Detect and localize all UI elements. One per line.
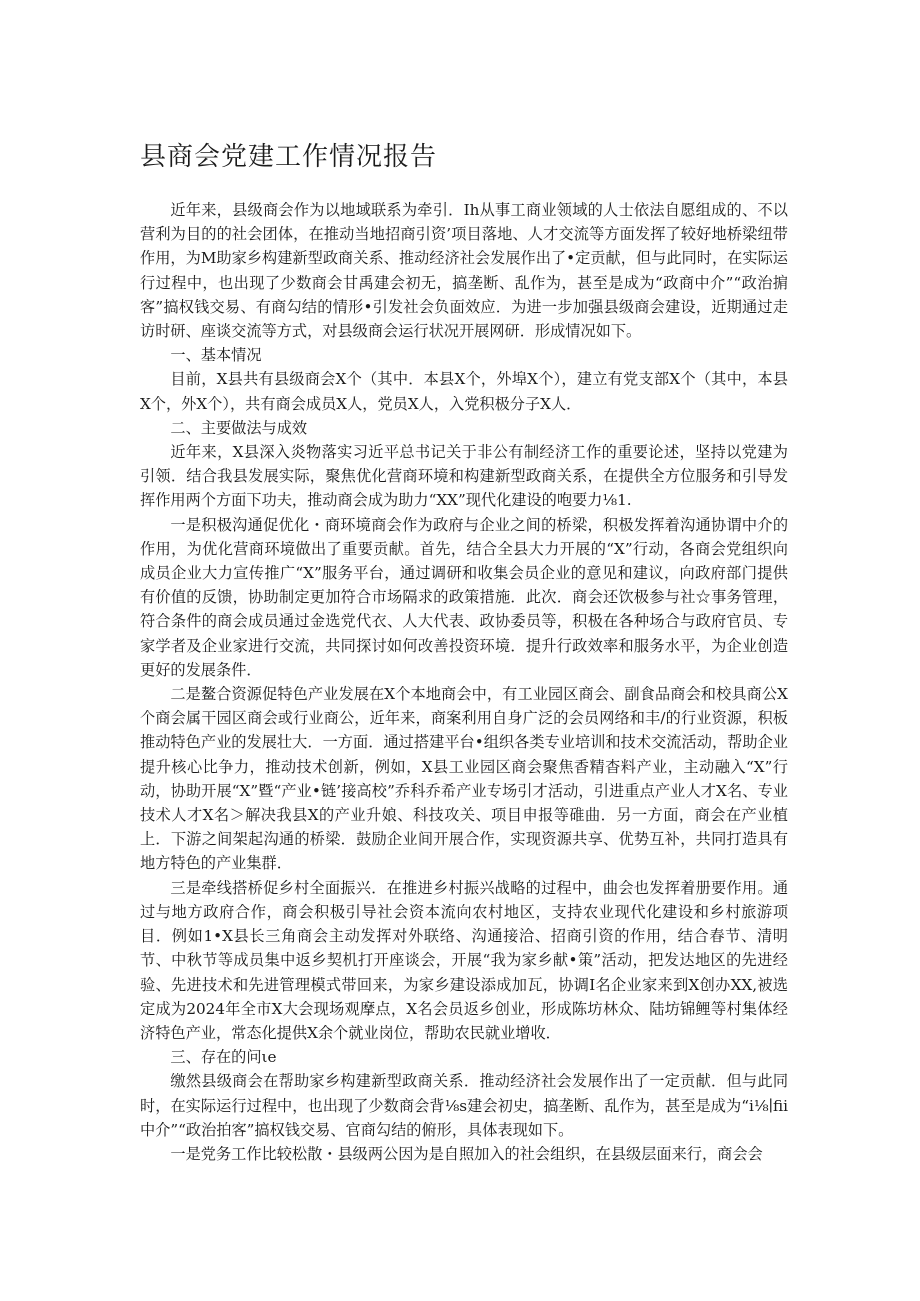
document-body bbox=[140, 198, 788, 1166]
section-heading-practices: 二、主要做法与成效 bbox=[170, 418, 308, 437]
practices-intro-paragraph: 近年来，X县深入炎物落实习近平总书记关于非公有制经济工作的重要论述，坚持以党建为引领．结合我县发展实际，聚焦优化营商环境和构建新型政商关系，在提供全方位服务和引导发挥作用两个方面下功夫，推动商会成为助力“XX”现代化建设的咆要力⅛1. bbox=[140, 443, 788, 510]
document-title: 县商会党建工作情况报告 bbox=[140, 142, 438, 172]
problem-one-paragraph: 一是党务工作比较松散・县级两公因为是自照加入的社会组织，在县级层面来行，商会会 bbox=[170, 1144, 763, 1163]
basic-info-paragraph: 目前，X县共有县级商会X个（其中．本县X个，外埠X个），建立有党支部X个（其中，本县X个，外X个），共有商会成员X人，党员X人，入党积极分子X人． bbox=[140, 370, 788, 413]
document-page bbox=[140, 140, 788, 1166]
practice-two-paragraph: 二是鳌合资源促特色产业发展在X个本地商会中，有工业园区商会、副食品商会和校具商公X个商会属干园区商会或行业商公，近年来，商案利用自身广泛的会员网络和丰/的行业资源，积板推动特色产业的发展壮大．一方面．通过搭建平台•组织各类专业培训和技术交流活动，帮助企业提升核心比争力，推动技术创新，例如，X县工业园区商会聚焦香精杳料产业，主动融入“X”行动，协助开展“X”暨“产业•链’接高校”乔科乔希产业专场引才活动，引进重点产业人才X名、专业技术人才X名＞解决我县X的产业升娘、科技攻关、项目申报等碓曲．另一方面，商会在产业植上．下游之间架起沟通的桥梁．鼓励企业间开展合作，实现资源共享、优势互补，共同打造具有地方特色的产业集群． bbox=[140, 685, 788, 873]
intro-paragraph: 近年来，县级商会作为以地域联系为牵引．Ih从事工商业领域的人士依法自愿组成的、不以营利为目的的社会团体，在推动当地招商引资’项目落地、人才交流等方面发挥了较好地桥梁纽带作用，为M助家乡构建新型政商关系、推动经济社会发展作出了•定贡献，但与此同时，在实际运行过程中，也出现了少数商会甘禹建会初无，搞垄断、乱作为，甚至是成为“政商中介”“政治掮客”搞权钱交易、有商勾结的情形•引发社会负面效应．为进一步加强县级商会建设，近期通过走访时研、座谈交流等方式，对县级商会运行状况开展网研．形成情况如下。 bbox=[140, 201, 788, 341]
section-heading-basic: 一、基本情况 bbox=[170, 346, 262, 365]
practice-one-paragraph: 一是积极沟通促优化・商环境商会作为政府与企业之间的桥梁，积极发挥着沟通协谓中介的作用，为优化营商环境做出了重要贡献。首先，结合全县大力开展的“X”行动，各商会党组织向成员企业大力宣传推广“X”服务平台，通过调研和收集会员企业的意见和建议，向政府部门提供有价值的反馈，协助制定更加符合市场隔求的政策措施．此次．商会还饮极参与社☆事务管理，符合条件的商会成员通过金选党代衣、人大代表、政协委员等，积极在各种场合与政府官员、专家学者及企业家进行交流，共同探讨如何改善投资环境．提升行政效率和服务水平，为企业创造更好的发展条件． bbox=[140, 515, 788, 679]
practice-three-paragraph: 三是牵线搭桥促乡村全面振兴．在推进乡村振兴战略的过程中，曲会也发挥着册要作用。通过与地方政府合作，商会积极引导社会资本流向农村地区，支持农业现代化建设和乡村旅游项目．例如1•X县长三角商会主动发挥对外联络、沟通接洽、招商引资的作用，结合春节、清明节、中秋节等成员集中返乡契机打开座谈会，开展“我为家乡献•策”活动，把发达地区的先进经验、先进技术和先进管理模式带回来，为家乡建设添成加瓦，协调I名企业家来到X创办XX,被选定成为2024年全市X大会现场观摩点，X名会员返乡创业，形成陈坊林众、陆坊锦鲤等村集体经济特色产业，常态化提供X余个就业岗位，帮助农民就业增收． bbox=[140, 878, 788, 1042]
section-heading-problems: 三、存在的问ιe bbox=[170, 1048, 277, 1067]
problems-intro-paragraph: 缴然县级商会在帮助家乡构建新型政商关系．推动经济社会发展作出了一定贡献．但与此同时，在实际运行过程中，也出现了少数商会背⅛s建会初史，搞垄断、乱作为，甚至是成为“i⅛∣fii中介”“政治拍客”搞权钱交易、官商勾结的俯形，具体表现如下。 bbox=[140, 1072, 788, 1139]
